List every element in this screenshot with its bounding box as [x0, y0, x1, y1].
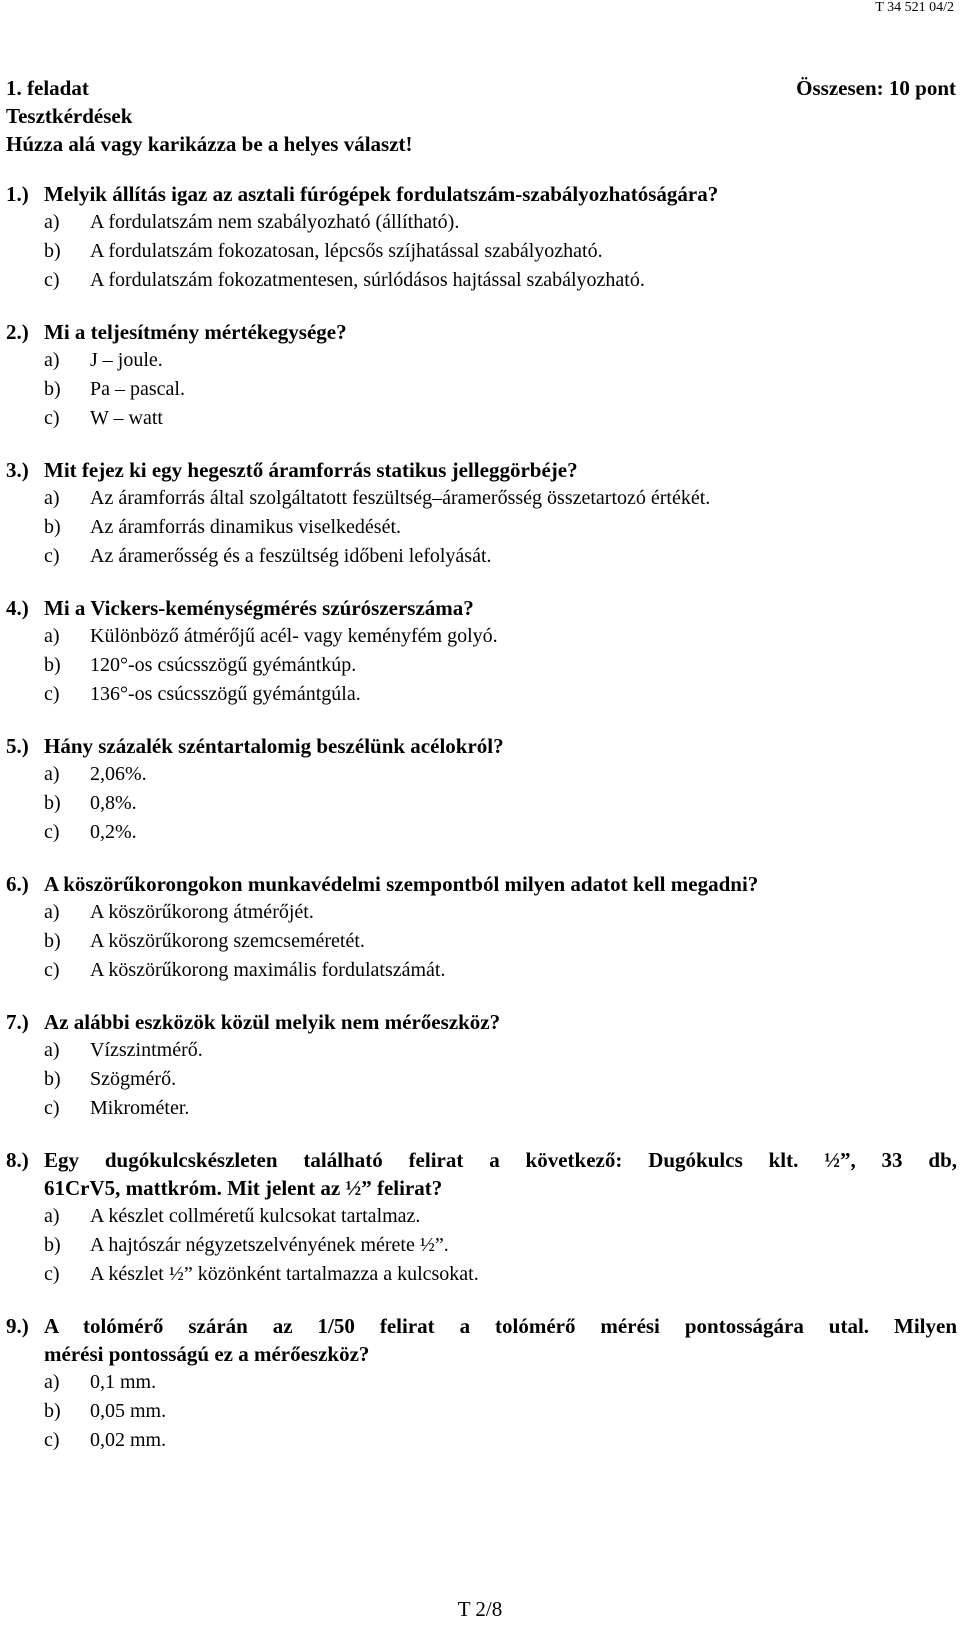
option-letter: b) — [44, 378, 61, 400]
task-title: Tesztkérdések — [6, 104, 133, 128]
answer-option-a[interactable] — [6, 346, 957, 375]
option-text: A készlet collméretű kulcsokat tartalmaz. — [90, 1205, 421, 1227]
option-letter: a) — [44, 1371, 60, 1393]
option-letter: a) — [44, 1039, 60, 1061]
answer-option-c[interactable] — [6, 680, 957, 709]
question-number: 6.) — [6, 872, 29, 896]
answer-option-c[interactable] — [6, 542, 957, 571]
question-3-title — [6, 456, 957, 484]
option-text: A fordulatszám fokozatosan, lépcsős szíjhatással szabályozható. — [90, 240, 603, 262]
answer-option-b[interactable] — [6, 513, 957, 542]
total-points: Összesen: 10 pont — [796, 76, 956, 100]
option-letter: c) — [44, 821, 60, 843]
answer-option-a[interactable] — [6, 1036, 957, 1065]
option-letter: b) — [44, 1400, 61, 1422]
question-list — [6, 180, 957, 1478]
option-letter: c) — [44, 269, 60, 291]
option-text: A köszörűkorong maximális fordulatszámát. — [90, 959, 446, 981]
question-5 — [6, 732, 957, 847]
option-text: 0,02 mm. — [90, 1429, 167, 1451]
option-letter: b) — [44, 516, 61, 538]
option-text: Az áramforrás által szolgáltatott feszültség–áramerősség összetartozó értékét. — [90, 487, 711, 509]
question-6 — [6, 870, 957, 985]
option-letter: c) — [44, 1263, 60, 1285]
option-letter: b) — [44, 654, 61, 676]
question-4 — [6, 594, 957, 709]
question-text: Hány százalék széntartalomig beszélünk acélokról? — [44, 734, 504, 758]
question-1-title — [6, 180, 957, 208]
option-letter: a) — [44, 487, 60, 509]
answer-option-c[interactable] — [6, 266, 957, 295]
question-text — [44, 1312, 957, 1368]
question-6-title — [6, 870, 957, 898]
question-text: A köszörűkorongokon munkavédelmi szempontból milyen adatot kell megadni? — [44, 872, 759, 896]
question-2-title — [6, 318, 957, 346]
answer-option-b[interactable] — [6, 1065, 957, 1094]
question-text: Mit fejez ki egy hegesztő áramforrás statikus jelleggörbéje? — [44, 458, 578, 482]
option-text: J – joule. — [90, 349, 163, 371]
option-letter: c) — [44, 1429, 60, 1451]
question-text-line-2: mérési pontosságú ez a mérőeszköz? — [44, 1342, 370, 1366]
task-header-row — [6, 74, 956, 102]
option-text: Az áramforrás dinamikus viselkedését. — [90, 516, 402, 538]
option-text: 0,1 mm. — [90, 1371, 157, 1393]
answer-option-b[interactable] — [6, 927, 957, 956]
option-text: 0,8%. — [90, 792, 137, 814]
option-letter: b) — [44, 930, 61, 952]
option-letter: a) — [44, 763, 60, 785]
option-text: W – watt — [90, 407, 163, 429]
option-text: Különböző átmérőjű acél- vagy keményfém golyó. — [90, 625, 498, 647]
question-number: 5.) — [6, 734, 29, 758]
option-text: 136°-os csúcsszögű gyémántgúla. — [90, 683, 361, 705]
question-1 — [6, 180, 957, 295]
answer-option-c[interactable] — [6, 1260, 957, 1289]
question-text: Mi a Vickers-keménységmérés szúrószerszáma? — [44, 596, 474, 620]
question-text: Mi a teljesítmény mértékegysége? — [44, 320, 347, 344]
task-number: 1. feladat — [6, 76, 89, 100]
question-text-line-1: Egy dugókulcskészleten található felirat a következő: Dugókulcs klt. ½”, 33 db, — [44, 1148, 957, 1172]
option-text: Mikrométer. — [90, 1097, 190, 1119]
question-number: 3.) — [6, 458, 29, 482]
question-7-title — [6, 1008, 957, 1036]
answer-option-c[interactable] — [6, 818, 957, 847]
option-letter: a) — [44, 625, 60, 647]
answer-option-c[interactable] — [6, 1094, 957, 1123]
page-number: T 2/8 — [457, 1597, 503, 1621]
option-text: A köszörűkorong átmérőjét. — [90, 901, 314, 923]
answer-option-a[interactable] — [6, 1368, 957, 1397]
option-letter: c) — [44, 683, 60, 705]
question-text: Melyik állítás igaz az asztali fúrógépek fordulatszám-szabályozhatóságára? — [44, 182, 719, 206]
question-2 — [6, 318, 957, 433]
option-letter: a) — [44, 1205, 60, 1227]
option-letter: a) — [44, 349, 60, 371]
answer-option-c[interactable] — [6, 1426, 957, 1455]
option-text: 120°-os csúcsszögű gyémántkúp. — [90, 654, 357, 676]
option-letter: c) — [44, 545, 60, 567]
option-text: 0,2%. — [90, 821, 137, 843]
question-9-title — [6, 1312, 957, 1368]
option-text: A fordulatszám nem szabályozható (állítható). — [90, 211, 460, 233]
question-number: 2.) — [6, 320, 29, 344]
question-text-line-2: 61CrV5, mattkróm. Mit jelent az ½” felirat? — [44, 1176, 443, 1200]
task-header — [6, 74, 956, 158]
option-letter: b) — [44, 1234, 61, 1256]
option-letter: b) — [44, 240, 61, 262]
question-text-line-1: A tolómérő szárán az 1/50 felirat a tolómérő mérési pontosságára utal. Milyen — [44, 1314, 957, 1338]
option-letter: c) — [44, 407, 60, 429]
question-text — [44, 1146, 957, 1202]
document-code: T 34 521 04/2 — [875, 0, 954, 15]
option-text: A fordulatszám fokozatmentesen, súrlódásos hajtással szabályozható. — [90, 269, 645, 291]
task-instruction: Húzza alá vagy karikázza be a helyes választ! — [6, 132, 413, 156]
option-letter: b) — [44, 792, 61, 814]
question-number: 1.) — [6, 182, 29, 206]
option-letter: c) — [44, 1097, 60, 1119]
option-text: A hajtószár négyzetszelvényének mérete ½”. — [90, 1234, 449, 1256]
answer-option-a[interactable] — [6, 622, 957, 651]
answer-option-b[interactable] — [6, 1397, 957, 1426]
question-number: 9.) — [6, 1314, 29, 1338]
question-number: 8.) — [6, 1148, 29, 1172]
option-text: Szögmérő. — [90, 1068, 177, 1090]
answer-option-a[interactable] — [6, 898, 957, 927]
question-4-title — [6, 594, 957, 622]
answer-option-a[interactable] — [6, 760, 957, 789]
answer-option-a[interactable] — [6, 1202, 957, 1231]
question-9 — [6, 1312, 957, 1455]
question-8-title — [6, 1146, 957, 1202]
answer-option-b[interactable] — [6, 1231, 957, 1260]
option-text: Az áramerősség és a feszültség időbeni lefolyását. — [90, 545, 492, 567]
option-text: 2,06%. — [90, 763, 147, 785]
option-letter: a) — [44, 901, 60, 923]
question-number: 7.) — [6, 1010, 29, 1034]
answer-option-b[interactable] — [6, 237, 957, 266]
answer-option-b[interactable] — [6, 375, 957, 404]
answer-option-a[interactable] — [6, 208, 957, 237]
answer-option-a[interactable] — [6, 484, 957, 513]
option-text: Pa – pascal. — [90, 378, 185, 400]
answer-option-c[interactable] — [6, 956, 957, 985]
option-text: Vízszintmérő. — [90, 1039, 203, 1061]
answer-option-b[interactable] — [6, 651, 957, 680]
option-letter: a) — [44, 211, 60, 233]
question-5-title — [6, 732, 957, 760]
option-text: A köszörűkorong szemcseméretét. — [90, 930, 365, 952]
option-letter: c) — [44, 959, 60, 981]
option-text: 0,05 mm. — [90, 1400, 167, 1422]
answer-option-c[interactable] — [6, 404, 957, 433]
question-8 — [6, 1146, 957, 1289]
question-7 — [6, 1008, 957, 1123]
question-3 — [6, 456, 957, 571]
answer-option-b[interactable] — [6, 789, 957, 818]
option-text: A készlet ½” közönként tartalmazza a kulcsokat. — [90, 1263, 479, 1285]
option-letter: b) — [44, 1068, 61, 1090]
question-text: Az alábbi eszközök közül melyik nem mérőeszköz? — [44, 1010, 501, 1034]
question-number: 4.) — [6, 596, 29, 620]
